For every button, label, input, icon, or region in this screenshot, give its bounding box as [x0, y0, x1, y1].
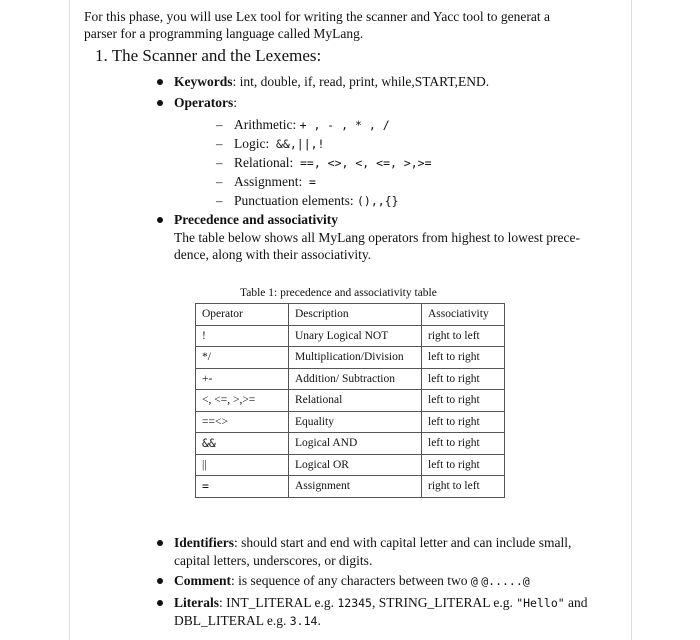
- table-cell: +-: [196, 368, 289, 390]
- table-row: [196, 325, 505, 347]
- literals-code-2: "Hello": [516, 596, 565, 610]
- section-title: 1. The Scanner and the Lexemes:: [95, 46, 322, 65]
- comment-item: [174, 573, 530, 589]
- operators-item: [174, 95, 237, 111]
- table-cell: left to right: [422, 390, 505, 412]
- bullet-dot: [157, 79, 163, 85]
- operator-arithmetic-label: Arithmetic:: [234, 117, 297, 132]
- page-margin-right: [631, 0, 632, 640]
- operator-assignment-label: Assignment:: [234, 174, 303, 189]
- table-cell: left to right: [422, 368, 505, 390]
- operator-punctuation-label: Punctuation elements:: [234, 193, 354, 208]
- dash: –: [216, 174, 223, 189]
- intro-line-1: For this phase, you will use Lex tool for writing the scanner and Yacc tool to generat a: [84, 9, 551, 24]
- table-cell: Logical OR: [289, 454, 422, 476]
- operator-arithmetic-value: + , - , * , /: [299, 118, 390, 132]
- table-cell: Assignment: [289, 476, 422, 498]
- page-margin-left: [69, 0, 70, 640]
- bullet-dot: [157, 600, 163, 606]
- precedence-item: [174, 212, 338, 228]
- bullet-dot: [157, 540, 163, 546]
- table-cell: left to right: [422, 411, 505, 433]
- precedence-line-1: The table below shows all MyLang operators from highest to lowest prece-: [174, 230, 581, 245]
- table-cell: &&: [196, 433, 289, 455]
- table-cell: Addition/ Subtraction: [289, 368, 422, 390]
- table-cell: Relational: [289, 390, 422, 412]
- table-row: [196, 476, 505, 498]
- literals-item: [174, 595, 588, 611]
- identifiers-line-2: capital letters, underscores, or digits.: [174, 553, 373, 568]
- operator-punctuation-value: (),,{}: [356, 194, 399, 208]
- literals-code-1: 12345: [337, 596, 372, 610]
- table-cell: right to left: [422, 476, 505, 498]
- comment-code-2: @.....@: [481, 574, 530, 588]
- operator-relational-label: Relational:: [234, 155, 294, 170]
- operator-logic-value: &&,||,!: [276, 137, 325, 151]
- dash: –: [216, 136, 223, 151]
- precedence-line-2: dence, along with their associativity.: [174, 247, 372, 262]
- operator-relational: [234, 154, 432, 172]
- precedence-label: Precedence and associativity: [174, 212, 338, 227]
- operators-colon: :: [233, 95, 237, 110]
- literals-text-2: , STRING_LITERAL e.g.: [371, 595, 513, 610]
- literals-text-1: : INT_LITERAL e.g.: [219, 595, 334, 610]
- bullet-dot: [157, 217, 163, 223]
- table-cell: left to right: [422, 347, 505, 369]
- table-header-row: [196, 304, 505, 326]
- comment-label: Comment: [174, 573, 231, 588]
- precedence-table: [195, 303, 505, 498]
- dash: –: [216, 155, 223, 170]
- table-cell: ||: [196, 454, 289, 476]
- table-row: [196, 411, 505, 433]
- table-row: [196, 347, 505, 369]
- table-row: [196, 368, 505, 390]
- table-cell: left to right: [422, 433, 505, 455]
- table-cell: Equality: [289, 411, 422, 433]
- table-cell: =: [196, 476, 289, 498]
- operator-assignment: [234, 173, 316, 191]
- dash: –: [216, 117, 223, 132]
- keywords-text: : int, double, if, read, print, while,START,END.: [232, 74, 490, 89]
- table-cell: Logical AND: [289, 433, 422, 455]
- table-cell: Multiplication/Division: [289, 347, 422, 369]
- operators-label: Operators: [174, 95, 234, 110]
- comment-code-1: @: [470, 574, 478, 588]
- table-cell: */: [196, 347, 289, 369]
- table-cell: right to left: [422, 325, 505, 347]
- comment-text: : is sequence of any characters between two: [231, 573, 468, 588]
- dash: –: [216, 193, 223, 208]
- table-cell: ==<>: [196, 411, 289, 433]
- bullet-dot: [157, 578, 163, 584]
- table-cell: Unary Logical NOT: [289, 325, 422, 347]
- identifiers-text: : should start and end with capital letter and can include small,: [234, 535, 572, 550]
- table-header: Associativity: [422, 304, 505, 326]
- identifiers-label: Identifiers: [174, 535, 234, 550]
- literals-label: Literals: [174, 595, 219, 610]
- literals-line-2a: DBL_LITERAL e.g.: [174, 613, 287, 628]
- table-row: [196, 390, 505, 412]
- table-cell: left to right: [422, 454, 505, 476]
- table-caption: Table 1: precedence and associativity table: [240, 287, 437, 299]
- table-cell: <, <=, >,>=: [196, 390, 289, 412]
- table-header: Operator: [196, 304, 289, 326]
- literals-line-2: [174, 612, 321, 630]
- operator-punctuation: [234, 192, 399, 210]
- table-row: [196, 454, 505, 476]
- literals-text-3: and: [568, 595, 588, 610]
- identifiers-item: [174, 535, 571, 551]
- keywords-item: [174, 74, 489, 90]
- operator-logic-label: Logic:: [234, 136, 270, 151]
- table-cell: !: [196, 325, 289, 347]
- table-header: Description: [289, 304, 422, 326]
- keywords-label: Keywords: [174, 74, 233, 89]
- operator-assignment-value: =: [309, 175, 316, 189]
- operator-logic: [234, 135, 324, 153]
- operator-relational-value: ==, <>, <, <=, >,>=: [299, 156, 432, 170]
- literals-code-3: 3.14: [289, 614, 318, 628]
- table-row: [196, 433, 505, 455]
- operator-arithmetic: [234, 116, 390, 134]
- intro-line-2: parser for a programming language called MyLang.: [84, 26, 364, 41]
- literals-line-2b: .: [317, 613, 321, 628]
- bullet-dot: [157, 100, 163, 106]
